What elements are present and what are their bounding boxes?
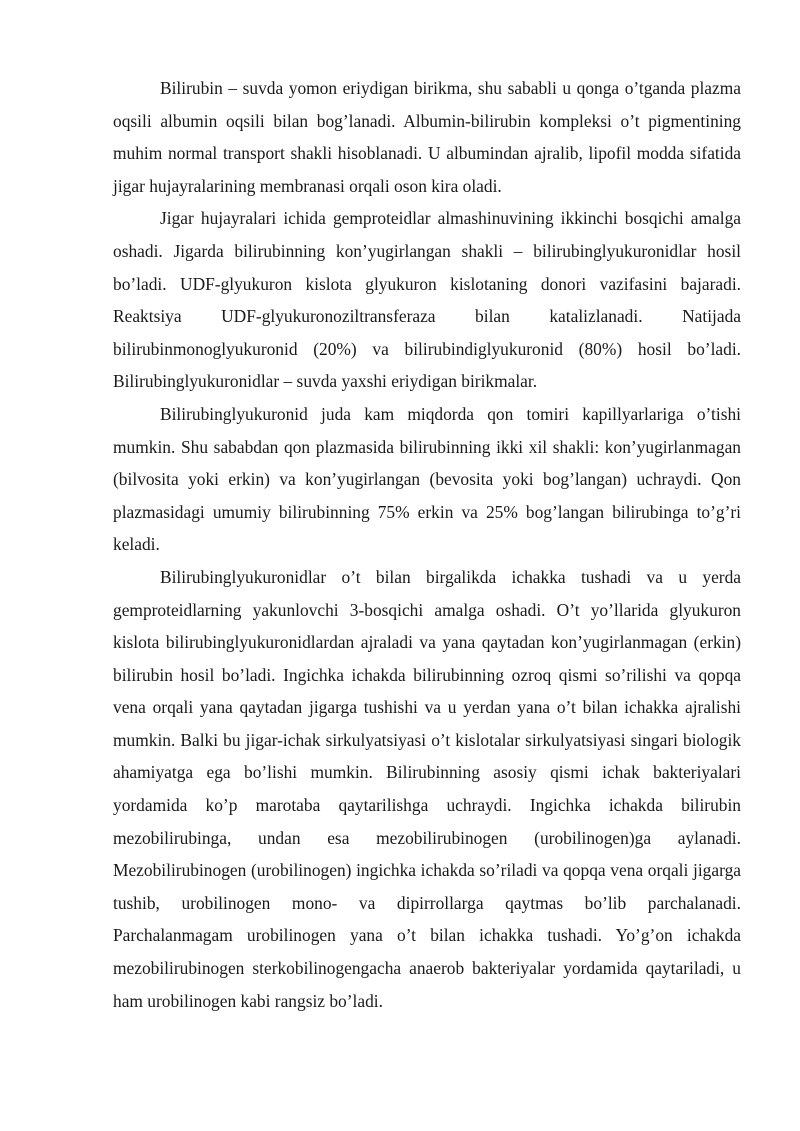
body-text	[113, 72, 741, 1017]
paragraph-intestinal-metabolism: Bilirubinglyukuronidlar o’t bilan birgalikda ichakka tushadi va u yerda gemproteidlarning yakunlovchi 3-bosqichi amalga oshadi. O’t yo’llarida glyukuron kislota bilirubinglyukuronidlardan ajraladi va yana qaytadan kon’yugirlanmagan (erkin) bilirubin hosil bo’ladi. Ingichka ichakda bilirubinning ozroq qismi so’rilishi va qopqa vena orqali yana qaytadan jigarga tushishi va u yerdan yana o’t bilan ichakka ajralishi mumkin. Balki bu jigar-ichak sirkulyatsiyasi o’t kislotalar sirkulyatsiyasi singari biologik ahamiyatga ega bo’lishi mumkin. Bilirubinning asosiy qismi ichak bakteriyalari yordamida ko’p marotaba qaytarilishga uchraydi. Ingichka ichakda bilirubin mezobilirubinga, undan esa mezobilirubinogen (urobilinogen)ga aylanadi. Mezobilirubinogen (urobilinogen) ingichka ichakda so’riladi va qopqa vena orqali jigarga tushib, urobilinogen mono- va dipirrollarga qaytmas bo’lib parchalanadi. Parchalanmagam urobilinogen yana o’t bilan ichakka tushadi. Yo’g’on ichakda mezobilirubinogen sterkobilinogengacha anaerob bakteriyalar yordamida qaytariladi, u ham urobilinogen kabi rangsiz bo’ladi.	[113, 566, 741, 1011]
paragraph-bilirubin-transport: Bilirubin – suvda yomon eriydigan birikma, shu sababli u qonga o’tganda plazma oqsili albumin oqsili bilan bog’lanadi. Albumin-bilirubin kompleksi o’t pigmentining muhim normal transport shakli hisoblanadi. U albumindan ajralib, lipofil modda sifatida jigar hujayralarining membranasi orqali oson kira oladi.	[113, 78, 741, 196]
paragraph-plasma-bilirubin-forms: Bilirubinglyukuronid juda kam miqdorda qon tomiri kapillyarlariga o’tishi mumkin. Shu sababdan qon plazmasida bilirubinning ikki xil shakli: kon’yugirlanmagan (bilvosita yoki erkin) va kon’yugirlangan (bevosita yoki bog’langan) uchraydi. Qon plazmasidagi umumiy bilirubinning 75% erkin va 25% bog’langan bilirubinga to’g’ri keladi.	[113, 403, 741, 555]
paragraph-liver-conjugation: Jigar hujayralari ichida gemproteidlar almashinuvining ikkinchi bosqichi amalga oshadi. Jigarda bilirubinning kon’yugirlangan shakli – bilirubinglyukuronidlar hosil bo’ladi. UDF-glyukuron kislota glyukuron kislotaning donori vazifasini bajaradi. Reaktsiya UDF-glyukuronoziltransferaza bilan katalizlanadi. Natijada bilirubinmonoglyukuronid (20%) va bilirubindiglyukuronid (80%) hosil bo’ladi. Bilirubinglyukuronidlar – suvda yaxshi eriydigan birikmalar.	[113, 208, 741, 392]
